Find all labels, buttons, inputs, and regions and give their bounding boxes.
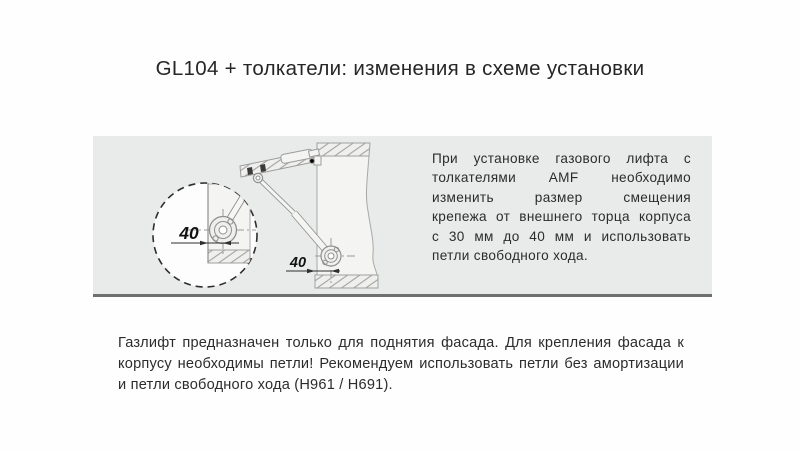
facade-door (240, 149, 321, 177)
info-line: изменить размер смещения (432, 189, 691, 205)
cabinet-bottom-edge (315, 275, 378, 288)
installation-diagram (93, 136, 433, 294)
footer-line: и петли свободного хода (H961 / H691). (118, 377, 393, 394)
info-line: При установке газового лифта с (432, 151, 691, 166)
info-panel (432, 149, 691, 265)
footer-line: корпусу необходимы петли! Рекомендуем использовать петли без амортизации (118, 356, 684, 373)
page-title: GL104 + толкатели: изменения в схеме установки (155, 57, 645, 80)
info-line: крепежа от внешнего торца корпуса (432, 209, 691, 225)
dimension-40-main-label: 40 (289, 255, 307, 271)
hinge (308, 149, 321, 165)
info-line: толкателями AMF необходимо (432, 170, 691, 186)
cabinet-panel (315, 143, 378, 288)
dimension-40-detail-label: 40 (179, 223, 199, 243)
cabinet-top-panel (317, 143, 370, 156)
detail-circle (153, 181, 257, 287)
illustration-band (93, 136, 712, 297)
info-line: с 30 мм до 40 мм и использовать (432, 228, 691, 244)
footer-line: Газлифт предназначен только для поднятия фасада. Для крепления фасада к (118, 335, 684, 351)
footer-note (118, 333, 684, 397)
info-line: петли свободного хода. (432, 248, 589, 264)
